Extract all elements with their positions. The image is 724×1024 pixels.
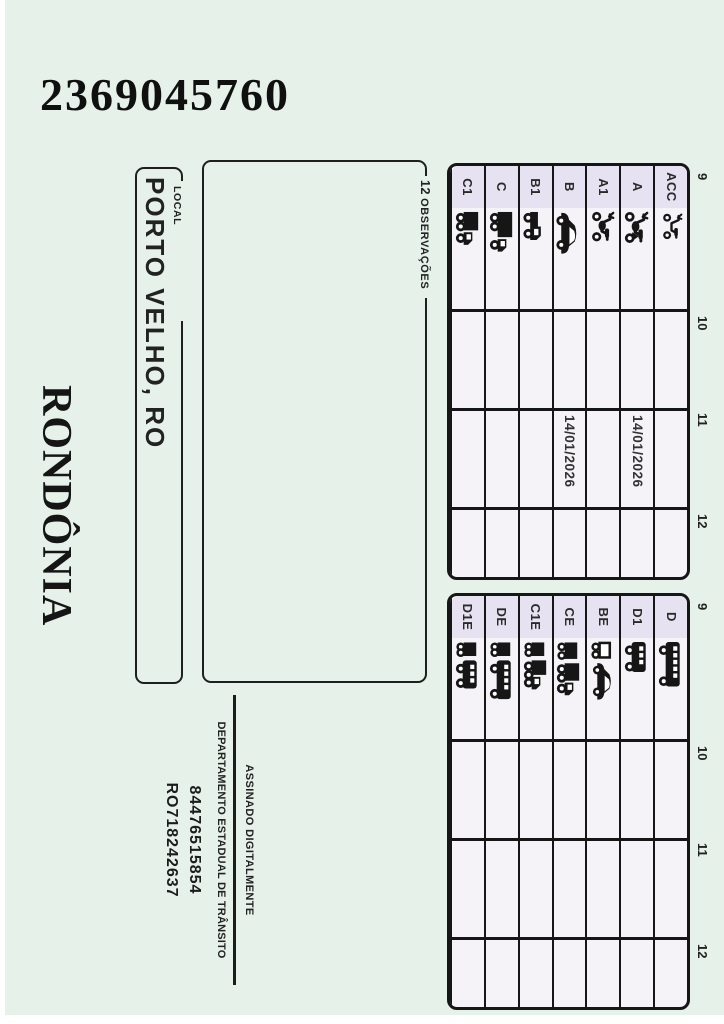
car-icon (554, 211, 586, 306)
small-truck-icon (452, 211, 484, 306)
category-code: DE (486, 596, 518, 638)
column-divider (450, 739, 687, 742)
document-number: 2369045760 (40, 69, 290, 120)
category-row-C1 (450, 166, 484, 577)
small-truck-trailer-icon (520, 641, 552, 736)
field-number-11: 11 (695, 843, 710, 857)
category-code: D1E (452, 596, 484, 638)
category-row-B1 (518, 166, 552, 577)
expiry-date: 14/01/2026 (562, 415, 577, 488)
field-number-10: 10 (695, 746, 710, 761)
truck-trailer-icon (554, 641, 586, 736)
category-code: CE (554, 596, 586, 638)
category-row-C1E (518, 596, 552, 1007)
local-value: PORTO VELHO, RO (140, 177, 170, 450)
field-number-10: 10 (695, 316, 710, 331)
categories-a-to-c1 (447, 163, 690, 580)
category-row-ACC (653, 166, 687, 577)
category-code: A1 (587, 166, 619, 208)
column-divider (450, 507, 687, 510)
category-code: ACC (655, 166, 687, 208)
category-row-D1 (619, 596, 653, 1007)
category-row-C (484, 166, 518, 577)
category-code: C1E (520, 596, 552, 638)
category-row-A1 (585, 166, 619, 577)
category-row-DE (484, 596, 518, 1007)
observations-label-text: OBSERVAÇÕES (418, 198, 430, 290)
moped-icon (655, 211, 687, 306)
quadricycle-icon (520, 211, 552, 306)
category-table-2 (447, 593, 710, 1010)
field-number-9: 9 (695, 603, 710, 611)
observations-field-number: 12 (418, 180, 432, 196)
category-code: A (621, 166, 653, 208)
signature-line2: DEPARTAMENTO ESTADUAL DE TRÂNSITO (215, 721, 227, 959)
bus-trailer-icon (486, 641, 518, 736)
local-label: LOCAL (171, 186, 183, 226)
light-motorcycle-icon (587, 211, 619, 306)
signature-rule (233, 695, 236, 985)
column-divider (450, 937, 687, 940)
category-row-BE (585, 596, 619, 1007)
field-number-12: 12 (695, 514, 710, 529)
car-trailer-icon (587, 641, 619, 736)
bus-icon (655, 641, 687, 736)
digital-signature-block (147, 695, 259, 985)
category-code: D (655, 596, 687, 638)
category-row-CE (552, 596, 586, 1007)
field-number-11: 11 (695, 413, 710, 427)
category-row-B (552, 166, 586, 577)
field-number-9: 9 (695, 173, 710, 181)
category-table-1 (447, 163, 710, 580)
signature-line1: ASSINADO DIGITALMENTE (243, 764, 255, 916)
observations-field-box (202, 160, 432, 683)
category-code: BE (587, 596, 619, 638)
category-code: C1 (452, 166, 484, 208)
categories-d-to-d1e (447, 593, 690, 1010)
state-name: RONDÔNIA (33, 385, 79, 627)
category-row-A (619, 166, 653, 577)
category-row-D1E (450, 596, 484, 1007)
category-row-D (653, 596, 687, 1007)
category-code: D1 (621, 596, 653, 638)
category-code: B1 (520, 166, 552, 208)
column-divider (450, 408, 687, 411)
minibus-icon (621, 641, 653, 736)
signature-code: 84476515854 (186, 785, 203, 895)
motorcycle-icon (621, 211, 653, 306)
column-divider (450, 309, 687, 312)
local-field-box (135, 167, 183, 684)
category-code: C (486, 166, 518, 208)
truck-icon (486, 211, 518, 306)
expiry-date: 14/01/2026 (629, 415, 645, 488)
column-divider (450, 838, 687, 841)
signature-registry: RO718242637 (163, 782, 180, 898)
category-code: B (554, 166, 586, 208)
minibus-trailer-icon (452, 641, 484, 736)
observations-label (418, 180, 432, 289)
field-number-12: 12 (695, 944, 710, 959)
